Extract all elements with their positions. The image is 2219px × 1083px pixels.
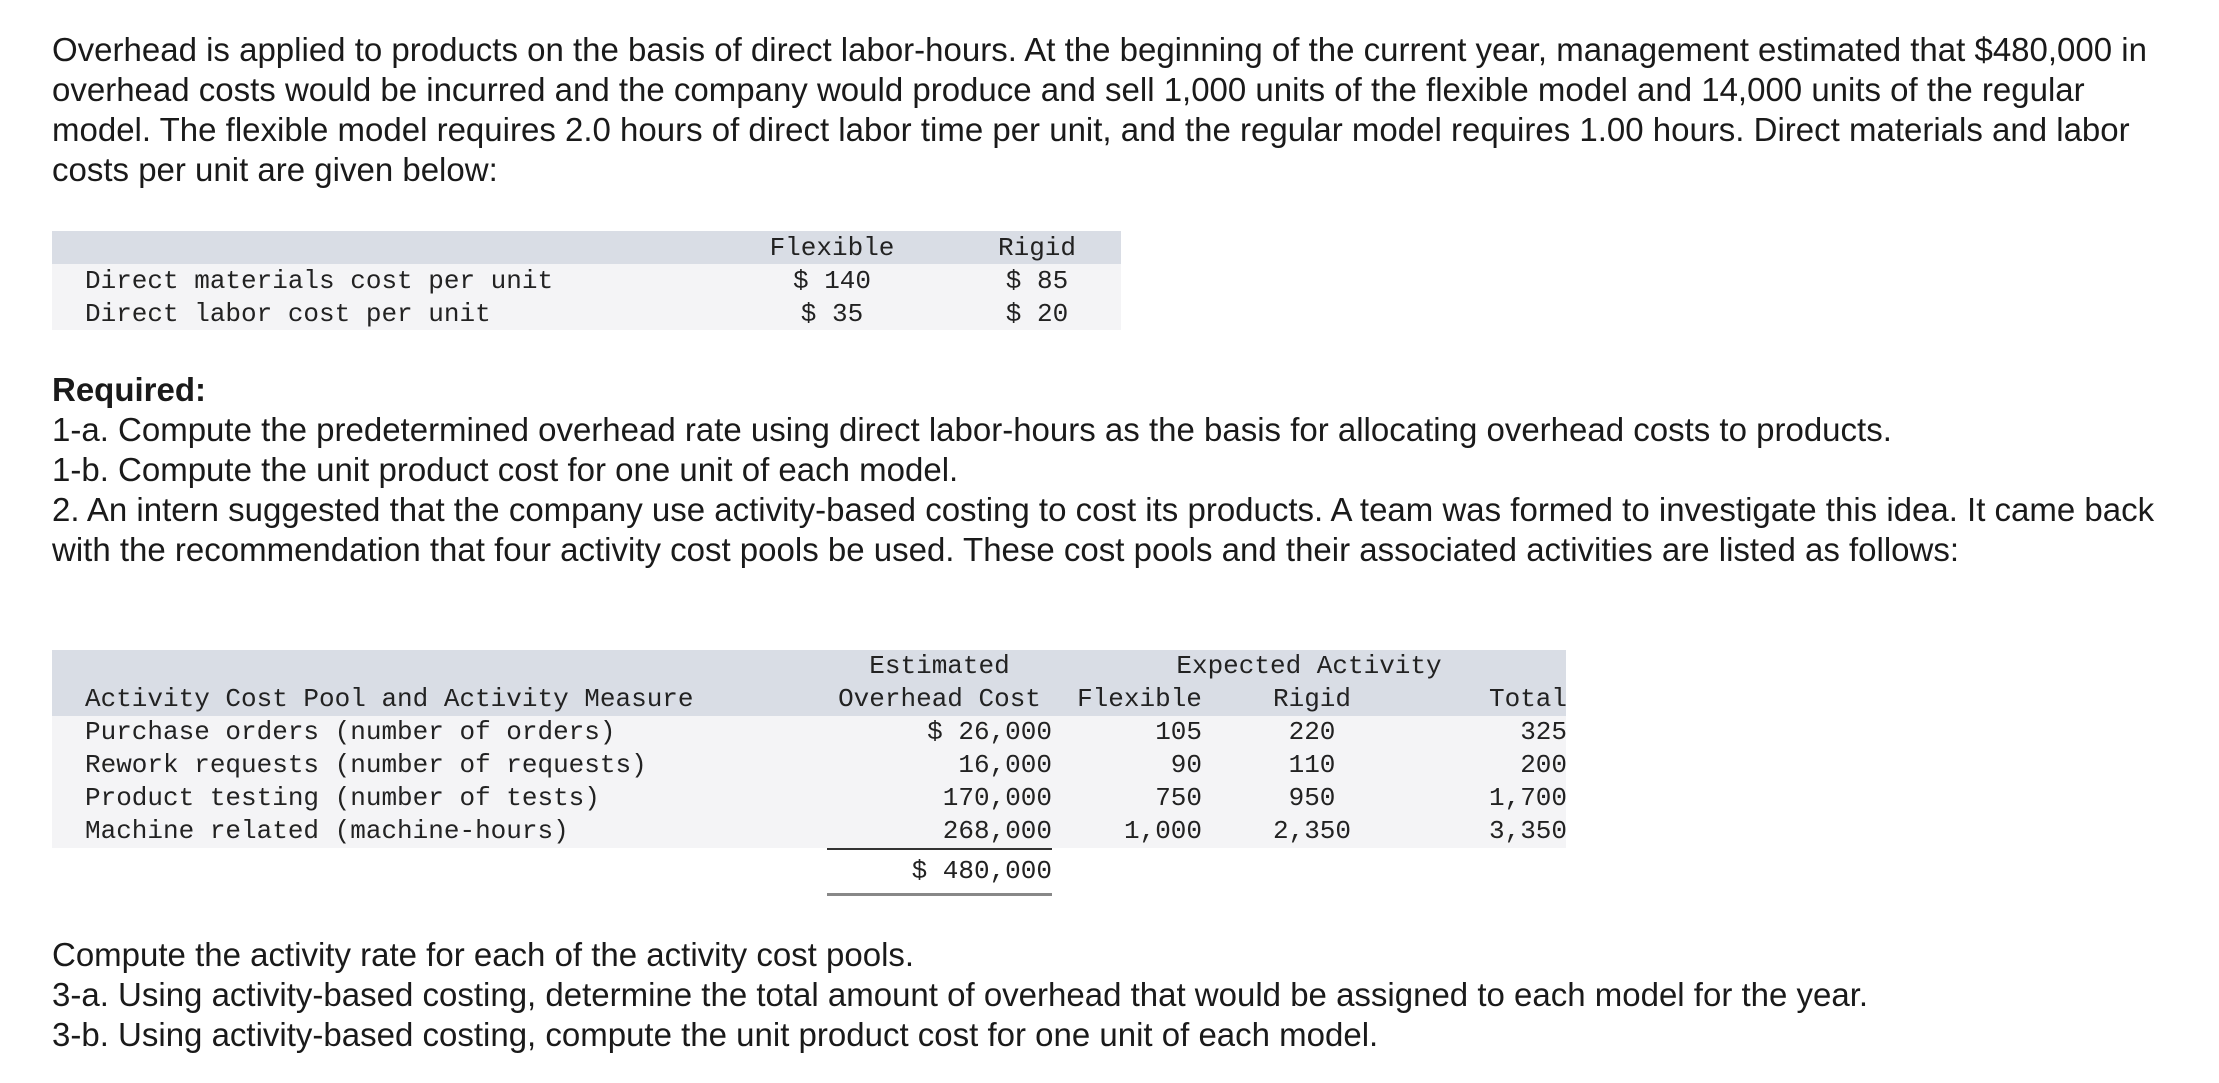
cell-rigid: 950 bbox=[1288, 783, 1336, 813]
row-label: Direct labor cost per unit bbox=[85, 298, 491, 329]
table-row bbox=[52, 815, 1566, 848]
cell-flexible: 1,000 bbox=[1123, 816, 1202, 846]
followup-section bbox=[52, 935, 2172, 1055]
row-label: Purchase orders (number of orders) bbox=[85, 717, 616, 747]
cell-rigid: 2,350 bbox=[1272, 816, 1351, 846]
cell-flexible: 105 bbox=[1155, 717, 1202, 747]
required-section bbox=[52, 370, 2172, 570]
table-row bbox=[52, 782, 1566, 815]
cell-total: 200 bbox=[1520, 750, 1567, 780]
activity-table-header-top bbox=[52, 650, 1566, 683]
cell-overhead: 16,000 bbox=[958, 750, 1052, 780]
row-label: Rework requests (number of requests) bbox=[85, 750, 647, 780]
problem-document bbox=[52, 30, 2172, 1053]
col-header-estimated: Estimated bbox=[869, 651, 1010, 681]
activity-table-header bbox=[52, 683, 1566, 716]
col-header-rigid: Rigid bbox=[997, 232, 1076, 263]
table-row bbox=[52, 297, 1121, 330]
cell-flexible: 90 bbox=[1170, 750, 1202, 780]
col-header-pool: Activity Cost Pool and Activity Measure bbox=[85, 684, 694, 714]
cell-flexible: $ 35 bbox=[800, 298, 864, 329]
cell-overhead: 268,000 bbox=[942, 816, 1052, 846]
cell-total-overhead: $ 480,000 bbox=[911, 856, 1052, 886]
cell-overhead: 170,000 bbox=[942, 783, 1052, 813]
overhead-total-double-rule bbox=[827, 893, 1052, 896]
required-item-2: 2. An intern suggested that the company use activity-based costing to cost its products. A team was formed to investigate this idea. It came back with the recommendation that four activity cost pools be used. These cost pools and their associated activities are listed as follows: bbox=[52, 491, 2155, 568]
col-header-total: Total bbox=[1488, 684, 1567, 714]
table-row bbox=[52, 749, 1566, 782]
followup-item-3a: 3-a. Using activity-based costing, determine the total amount of overhead that would be assigned to each model for the year. bbox=[52, 976, 1869, 1013]
table-total-row bbox=[52, 848, 1566, 894]
required-item-1a: 1-a. Compute the predetermined overhead rate using direct labor-hours as the basis for allocating overhead costs to products. bbox=[52, 411, 1892, 448]
col-header-expected-activity: Expected Activity bbox=[1176, 651, 1442, 681]
cell-total: 1,700 bbox=[1488, 783, 1567, 813]
followup-item-3b: 3-b. Using activity-based costing, compute the unit product cost for one unit of each model. bbox=[52, 1016, 1379, 1053]
row-label: Direct materials cost per unit bbox=[85, 265, 554, 296]
col-header-flexible: Flexible bbox=[769, 232, 895, 263]
followup-item-activity-rate: Compute the activity rate for each of the activity cost pools. bbox=[52, 936, 915, 973]
unit-cost-table bbox=[52, 231, 1121, 330]
cell-flexible: $ 140 bbox=[792, 265, 871, 296]
row-label: Machine related (machine-hours) bbox=[85, 816, 569, 846]
cell-total: 3,350 bbox=[1488, 816, 1567, 846]
cell-rigid: 220 bbox=[1288, 717, 1336, 747]
table-row bbox=[52, 264, 1121, 297]
cell-total: 325 bbox=[1520, 717, 1567, 747]
intro-paragraph: Overhead is applied to products on the basis of direct labor-hours. At the beginning of the current year, management estimated that $480,000 in overhead costs would be incurred and the company would produce and sell 1,000 units of the flexible model and 14,000 units of the regular model. The flexible model requires 2.0 hours of direct labor time per unit, and the regular model requires 1.00 hours. Direct materials and labor costs per unit are given below: bbox=[52, 31, 2147, 188]
table-row bbox=[52, 716, 1566, 749]
cell-rigid: 110 bbox=[1288, 750, 1336, 780]
activity-cost-table bbox=[52, 650, 1566, 894]
required-item-1b: 1-b. Compute the unit product cost for one unit of each model. bbox=[52, 451, 959, 488]
cell-overhead: $ 26,000 bbox=[927, 717, 1052, 747]
col-header-flexible: Flexible bbox=[1077, 684, 1202, 714]
unit-cost-table-header bbox=[52, 231, 1121, 264]
cell-rigid: $ 85 bbox=[1005, 265, 1069, 296]
required-title: Required: bbox=[52, 371, 207, 408]
cell-rigid: $ 20 bbox=[1005, 298, 1069, 329]
col-header-rigid: Rigid bbox=[1272, 684, 1351, 714]
col-header-overhead: Overhead Cost bbox=[838, 684, 1041, 714]
cell-flexible: 750 bbox=[1155, 783, 1202, 813]
row-label: Product testing (number of tests) bbox=[85, 783, 600, 813]
